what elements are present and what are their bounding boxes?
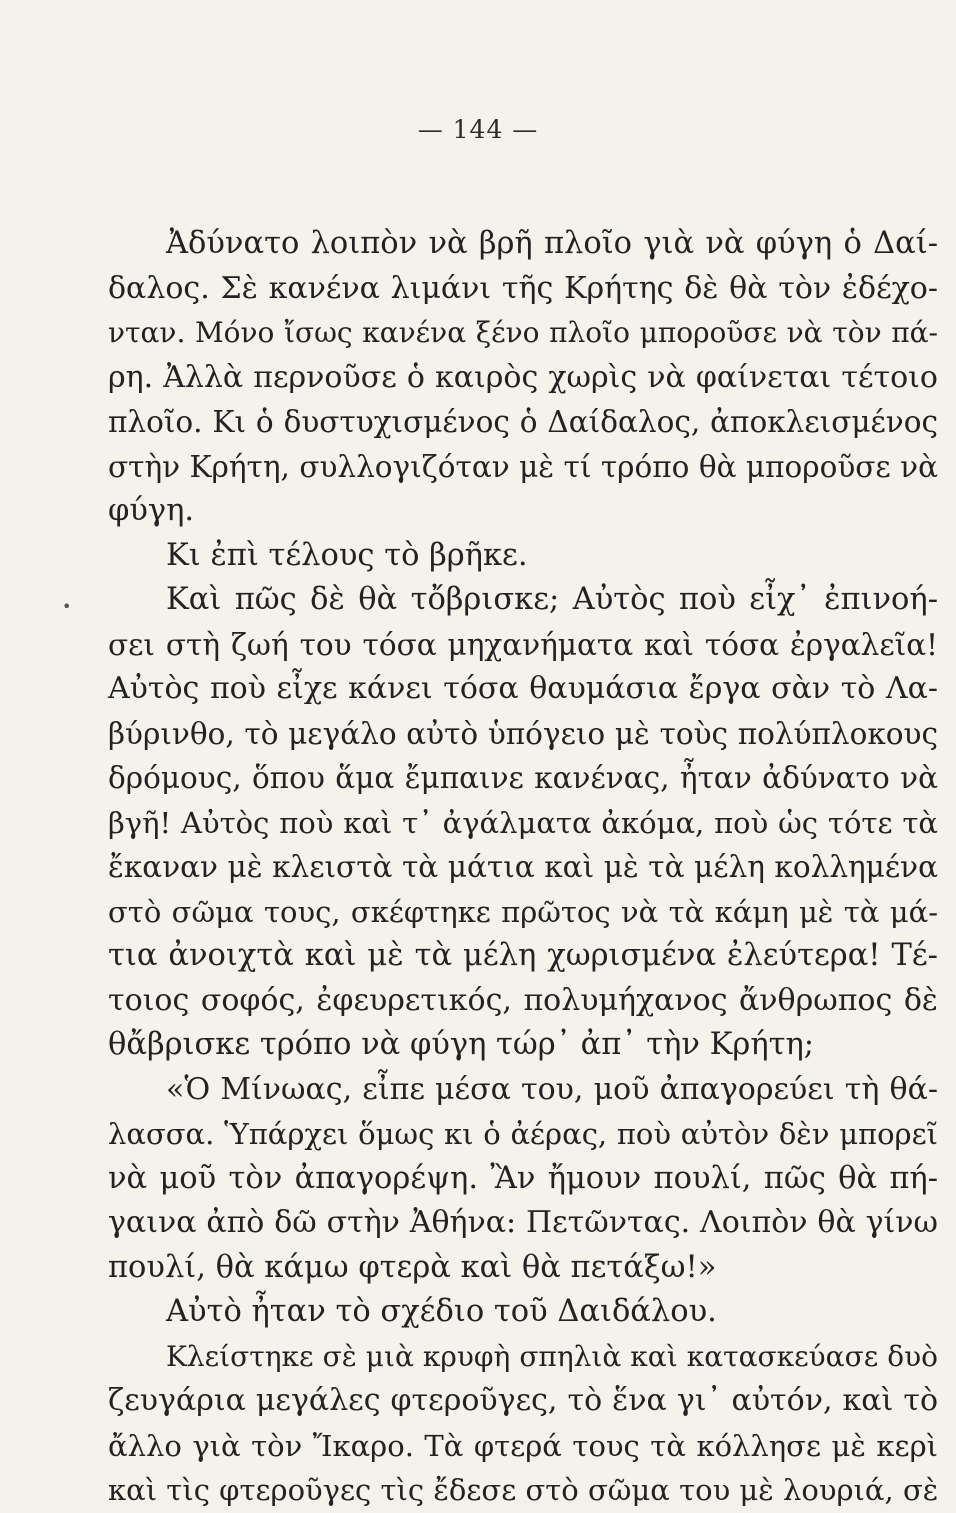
text-line: φύγη. [108, 493, 195, 528]
page-number: — 144 — [417, 115, 539, 144]
text-line: Αὐτὸ ἦταν τὸ σχέδιο τοῦ Δαιδάλου. [166, 1294, 717, 1329]
text-line: βύρινθο, τὸ μεγάλο αὐτὸ ὑπόγειο μὲ τοὺς πολύπλοκους [108, 716, 938, 751]
text-line: λασσα. Ὑπάρχει ὅμως κι ὁ ἀέρας, ποὺ αὐτὸν δὲν μπορεῖ [108, 1117, 938, 1151]
text-line: ἄλλο γιὰ τὸν Ἴκαρο. Τὰ φτερά τους τὰ κόλλησε μὲ κερὶ [108, 1428, 938, 1463]
text-line: Κι ἐπὶ τέλους τὸ βρῆκε. [166, 537, 528, 573]
text-line: Καὶ πῶς δὲ θὰ τὄβρισκε; Αὐτὸς ποὺ εἶχ᾽ ἐπινοή- [166, 582, 938, 617]
text-line: ἔκαναν μὲ κλειστὰ τὰ μάτια καὶ μὲ τὰ μέλη κολλημένα [108, 850, 938, 884]
text-line: νταν. Μόνο ἴσως κανένα ξένο πλοῖο μποροῦσε νὰ τὸν πά- [108, 316, 938, 349]
text-line: σει στὴ ζωή του τόσα μηχανήματα καὶ τόσα ἐργαλεῖα! [108, 627, 938, 662]
text-line: νὰ μοῦ τὸν ἀπαγορέψη. Ἂν ἤμουν πουλί, πῶς θὰ πή- [108, 1160, 938, 1196]
text-line: πλοῖο. Κι ὁ δυστυχισμένος ὁ Δαίδαλος, ἀποκλεισμένος [108, 405, 938, 439]
text-line: ρη. Ἀλλὰ περνοῦσε ὁ καιρὸς χωρὶς νὰ φαίνεται τέτοιο [108, 359, 938, 395]
text-line: «Ὁ Μίνωας, εἶπε μέσα του, μοῦ ἀπαγορεύει τὴ θά- [166, 1071, 938, 1107]
text-line: ζευγάρια μεγάλες φτεροῦγες, τὸ ἕνα γι᾽ αὐτόν, καὶ τὸ [108, 1383, 938, 1418]
text-line: γαινα ἀπὸ δῶ στὴν Ἀθήνα: Πετῶντας. Λοιπὸν θὰ γίνω [108, 1205, 938, 1240]
text-line: τια ἀνοιχτὰ καὶ μὲ τὰ μέλη χωρισμένα ἐλεύτερα! Τέ- [108, 938, 938, 973]
text-line: στὸ σῶμα τους, σκέφτηκε πρῶτος νὰ τὰ κάμη μὲ τὰ μά- [108, 894, 938, 929]
text-line: Κλείστηκε σὲ μιὰ κρυφὴ σπηλιὰ καὶ κατασκεύασε δυὸ [166, 1339, 938, 1373]
text-line: τοιος σοφός, ἐφευρετικός, πολυμήχανος ἄνθρωπος δὲ [108, 982, 938, 1018]
text-line: Αὐτὸς ποὺ εἶχε κάνει τόσα θαυμάσια ἔργα σὰν τὸ Λα- [108, 671, 938, 706]
text-line: πουλί, θὰ κάμω φτερὰ καὶ θὰ πετάξω!» [108, 1249, 717, 1285]
text-line: στὴν Κρήτη, συλλογιζόταν μὲ τί τρόπο θὰ μποροῦσε νὰ [108, 449, 938, 484]
body-text [108, 222, 938, 1513]
text-line: καὶ τὶς φτεροῦγες τὶς ἔδεσε στὸ σῶμα του μὲ λουριά, σὲ [108, 1473, 939, 1507]
text-line: θἄβρισκε τρόπο νὰ φύγη τώρ᾽ ἀπ᾽ τὴν Κρήτη; [108, 1027, 815, 1062]
text-line: βγῆ! Αὐτὸς ποὺ καὶ τ᾽ ἀγάλματα ἀκόμα, ποὺ ὡς τότε τὰ [108, 805, 938, 840]
text-line: δαλος. Σὲ κανένα λιμάνι τῆς Κρήτης δὲ θὰ τὸν ἐδέχο- [108, 270, 938, 306]
text-line: Ἀδύνατο λοιπὸν νὰ βρῆ πλοῖο γιὰ νὰ φύγη ὁ Δαί- [166, 226, 938, 261]
text-line: δρόμους, ὅπου ἅμα ἔμπαινε κανένας, ἦταν ἀδύνατο νὰ [108, 761, 938, 795]
margin-mark: • [62, 597, 72, 616]
